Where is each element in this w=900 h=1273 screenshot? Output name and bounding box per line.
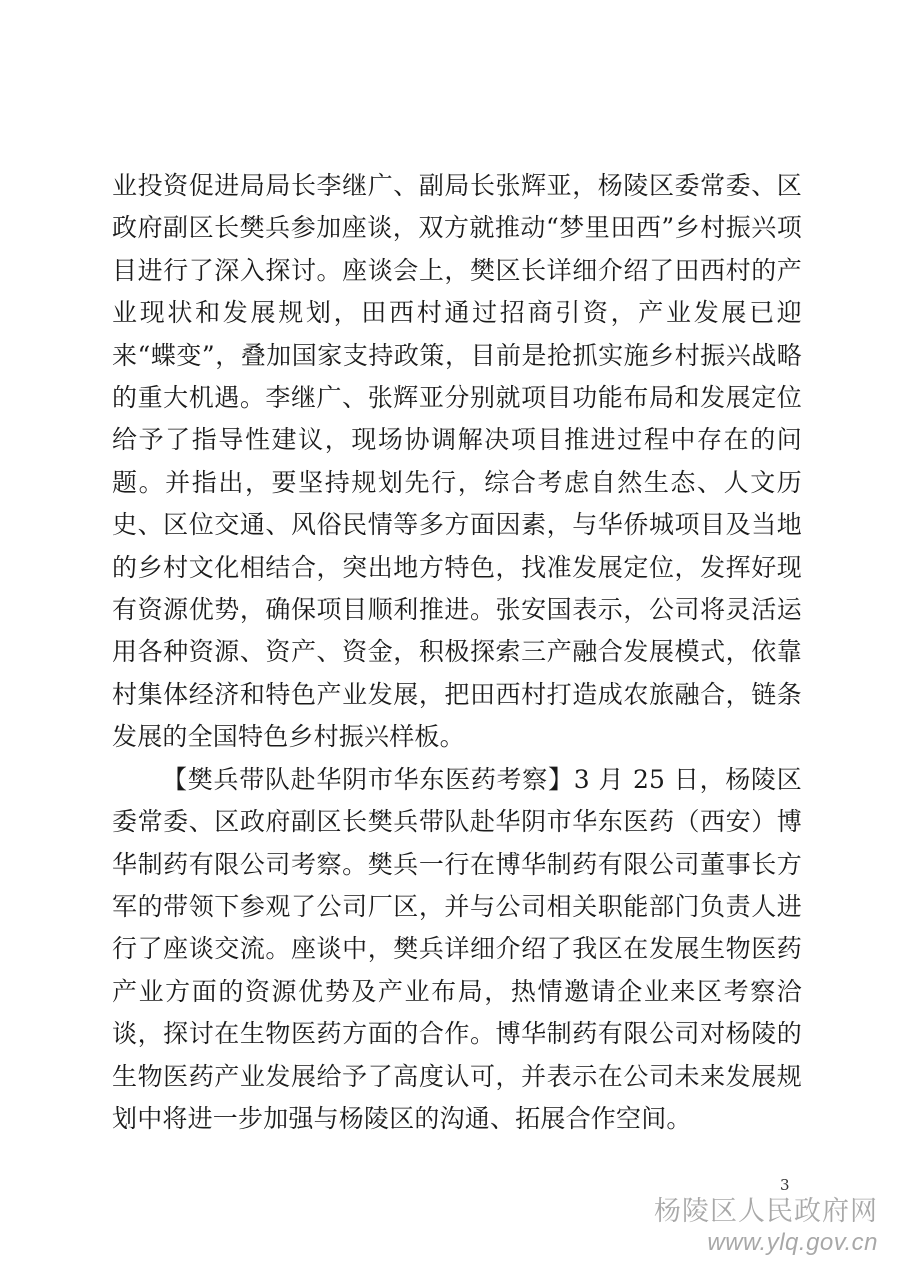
- paragraph-fanbing-visit: 【樊兵带队赴华阴市华东医药考察】3 月 25 日，杨陵区委常委、区政府副区长樊兵带队赴华阴市华东医药（西安）博华制药有限公司考察。樊兵一行在博华制药有限公司董事长方军的带领下参观了公司厂区，并与公司相关职能部门负责人进行了座谈交流。座谈中，樊兵详细介绍了我区在发展生物医药产业方面的资源优势及产业布局，热情邀请企业来区考察洽谈，探讨在生物医药方面的合作。博华制药有限公司对杨陵的生物医药产业发展给予了高度认可，并表示在公司未来发展规划中将进一步加强与杨陵区的沟通、拓展合作空间。: [112, 764, 802, 1133]
- site-watermark: [654, 1196, 878, 1258]
- document-body: [112, 165, 802, 1140]
- paragraph-continuation: 业投资促进局局长李继广、副局长张辉亚，杨陵区委常委、区政府副区长樊兵参加座谈，双方就推动“梦里田西”乡村振兴项目进行了深入探讨。座谈会上，樊区长详细介绍了田西村的产业现状和发展规划，田西村通过招商引资，产业发展已迎来“蝶变”，叠加国家支持政策，目前是抢抓实施乡村振兴战略的重大机遇。李继广、张辉亚分别就项目功能布局和发展定位给予了指导性建议，现场协调解决项目推进过程中存在的问题。并指出，要坚持规划先行，综合考虑自然生态、人文历史、区位交通、风俗民情等多方面因素，与华侨城项目及当地的乡村文化相结合，突出地方特色，找准发展定位，发挥好现有资源优势，确保项目顺利推进。张安国表示，公司将灵活运用各种资源、资产、资金，积极探索三产融合发展模式，依靠村集体经济和特色产业发展，把田西村打造成农旅融合，链条发展的全国特色乡村振兴样板。: [112, 171, 802, 752]
- watermark-title: 杨陵区人民政府网: [654, 1196, 878, 1227]
- watermark-url: www.ylq.gov.cn: [707, 1229, 878, 1256]
- page-number: 3: [780, 1176, 790, 1194]
